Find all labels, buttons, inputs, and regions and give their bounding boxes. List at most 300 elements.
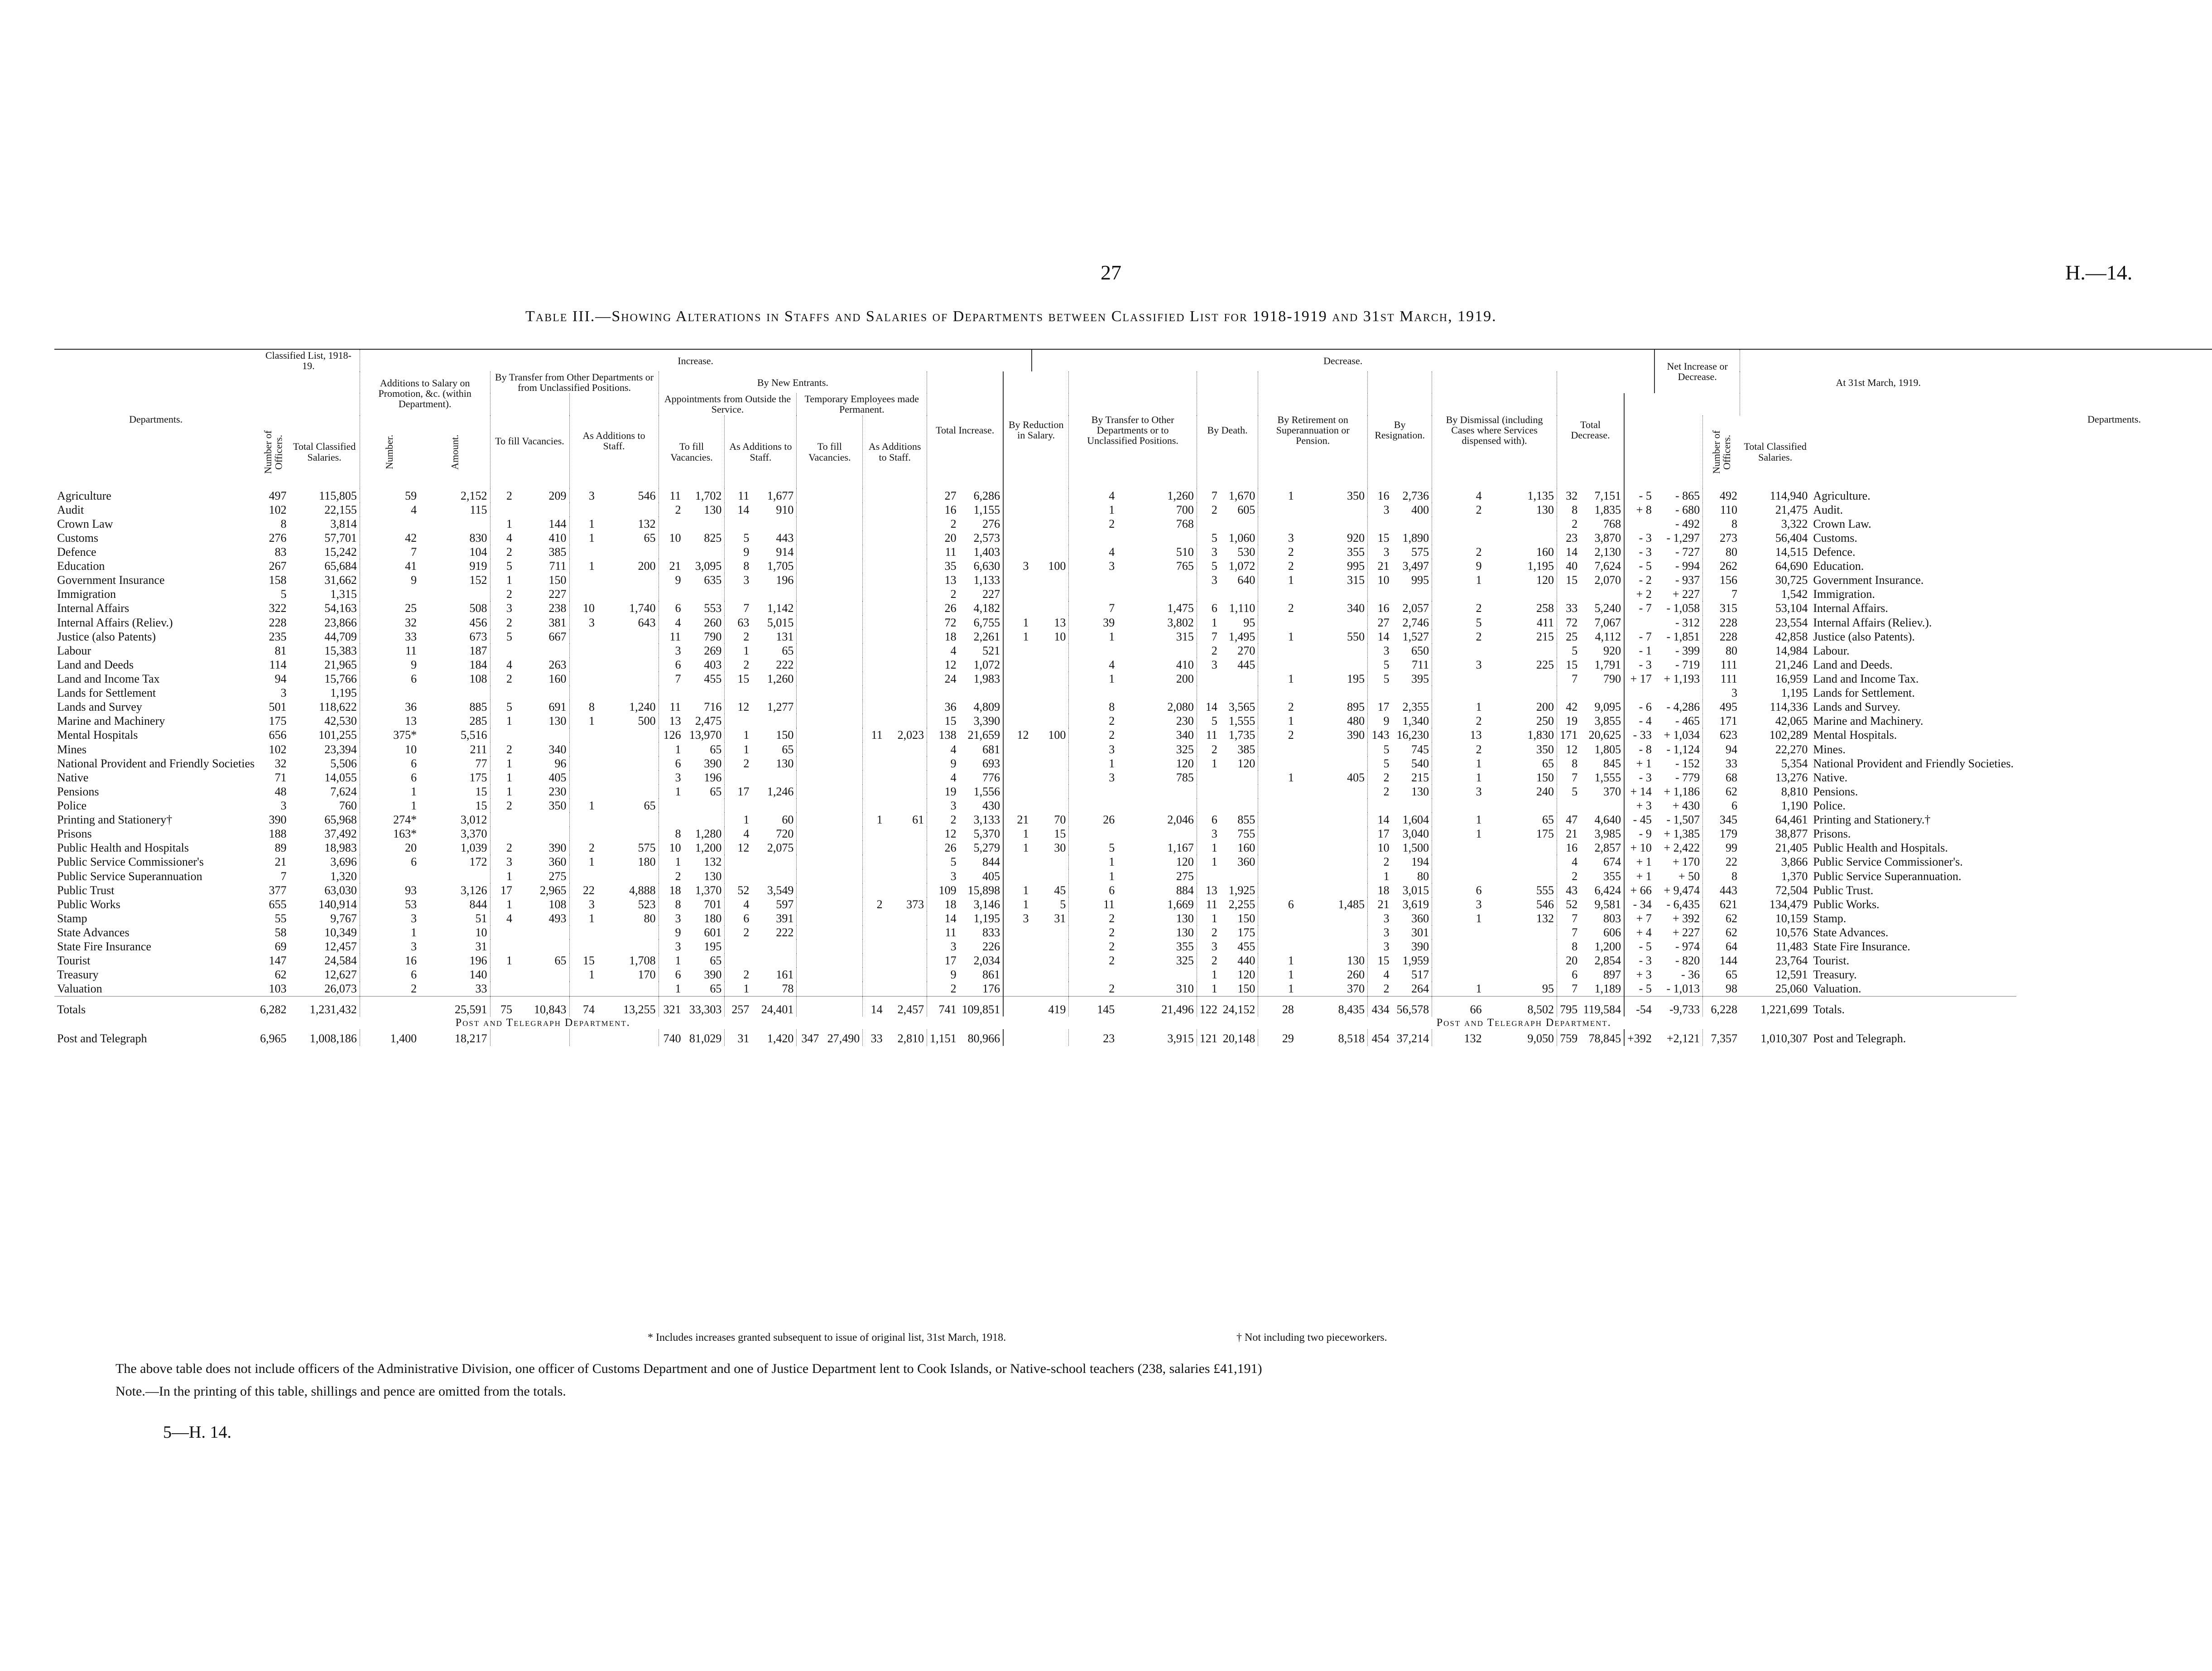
cell-red-a [1032,644,1069,658]
cell-end-n: 179 [1703,827,1740,841]
cell-promo-a: 51 [475,911,487,925]
cell-end-sal: 21,246 [1775,658,1808,671]
cell-tpa [863,883,885,897]
cell-res-a: 215 [1411,770,1429,784]
cell-tpf [797,968,822,982]
cell-aas-a [752,686,797,700]
cell-tas-a [597,827,659,841]
cell-ti-a: 227 [982,587,1000,601]
cell-ret-a [1297,742,1368,756]
cell-ret [1258,658,1297,672]
cell-promo [360,517,419,531]
cell-red [1003,531,1031,545]
cell-td-a: 1,200 [1594,940,1621,953]
cell-net: - 3 [1624,953,1654,968]
cell-tpa-a [885,616,927,630]
cell-end-sal: 1,370 [1781,869,1808,883]
cell-dept2: Immigration. [1813,587,1875,601]
cell-net: - 3 [1624,658,1654,672]
cell-ti-a: 226 [982,940,1000,953]
cell-ti-a: 176 [982,982,1000,996]
table-row [54,545,2212,559]
cell-td: 8 [1557,939,1580,953]
cell-tpf: 347 [797,1029,822,1045]
cell-ret [1258,799,1297,813]
cell-tr-a: 785 [1176,770,1194,784]
cell-afv-a: 403 [704,658,722,671]
table-row [54,785,2212,799]
cell-net-a: - 820 [1675,954,1700,968]
cell-sal: 3,814 [330,517,357,530]
cell-promo: 6 [360,756,419,770]
cell-dept2: Pensions. [1813,785,1858,798]
cell-tr-a [1117,799,1197,813]
cell-dth-a: 3,565 [1228,700,1255,714]
cell-tfv-a: 150 [548,573,567,587]
cell-td: 795 [1557,996,1580,1016]
cell-end-sal: 14,515 [1775,545,1808,559]
cell-end-sal: 14,984 [1775,644,1808,657]
cell-afv-a: 2,475 [695,714,722,728]
cell-red-a [1032,770,1069,785]
cell-dis [1432,531,1485,545]
cell-end-n: 273 [1703,531,1740,545]
cell-tfv-a: 385 [548,545,567,559]
cell-red-a: 13 [1054,616,1066,629]
cell-tfv-a: 238 [548,602,567,615]
cell-net: + 4 [1624,925,1654,939]
cell-aas: 4 [725,897,752,911]
cell-dth-a: 150 [1237,911,1255,925]
cell-tpa: 2 [863,897,885,911]
cell-tpf-a [822,601,862,615]
cell-dth: 3 [1197,939,1220,953]
cell-afv-a: 716 [704,700,722,714]
cell-dis: 3 [1432,658,1485,672]
cell-ret: 2 [1258,700,1297,714]
cell-res-a: 1,340 [1402,714,1429,728]
cell-sal: 65,684 [324,559,357,573]
cell-aas-a: 443 [776,531,794,544]
cell-tas-a [597,503,659,517]
cell-afv: 21 [659,559,683,573]
cell-dept2: Labour. [1813,644,1850,657]
cell-dis-a: 65 [1542,813,1554,827]
cell-tfv-a: 108 [548,897,567,911]
cell-dth: 5 [1197,714,1220,728]
cell-td: 4 [1557,855,1580,869]
cell-dth-a [1220,587,1258,601]
cell-net: - 1 [1624,644,1654,658]
cell-tas [569,573,597,587]
cell-tpa [863,785,885,799]
cell-red: 1 [1003,630,1031,644]
cell-td-a: 845 [1603,756,1621,770]
cell-tas: 1 [569,531,597,545]
cell-tas: 1 [569,855,597,869]
cell-red [1003,573,1031,587]
cell-afv: 3 [659,644,683,658]
cell-afv: 11 [659,630,683,644]
cell-tfv [490,968,515,982]
cell-dept: Crown Law [57,517,113,530]
cell-promo: 9 [360,658,419,672]
cell-net-a: - 152 [1675,756,1700,770]
cell-n: 81 [274,644,287,657]
cell-afv: 3 [659,770,683,785]
cell-ret: 2 [1258,601,1297,615]
cell-dept: Treasury [57,968,99,982]
cell-ret: 2 [1258,545,1297,559]
footnote-dagger: † Not including two pieceworkers. [1236,1332,1387,1344]
cell-net-a: - 492 [1675,517,1700,530]
cell-ti: 19 [927,785,959,799]
cell-promo-a: 15 [475,785,487,798]
cell-tfv [490,503,515,517]
cell-dth-a: 150 [1237,982,1255,996]
cell-ret-a [1297,799,1368,813]
cell-dis: 1 [1432,770,1485,785]
cell-afv: 7 [659,672,683,686]
cell-dis: 6 [1432,883,1485,897]
cell-res-a [1392,517,1432,531]
cell-dis: 1 [1432,756,1485,770]
cell-promo-a: 508 [469,602,487,615]
cell-dept: Agriculture [57,489,111,502]
cell-tfv [490,939,515,953]
header-total-increase: Total Increase. [927,371,1004,488]
cell-dept: National Provident and Friendly Societies [57,756,255,770]
cell-tfv: 1 [490,573,515,587]
cell-tas-a: 65 [644,531,656,544]
cell-tfv: 75 [490,996,515,1016]
cell-dth-a: 1,110 [1229,602,1255,615]
cell-dept2: State Advances. [1813,925,1889,939]
cell-aas: 31 [725,1029,752,1045]
cell-dth-a: 530 [1237,545,1255,559]
cell-afv: 6 [659,601,683,615]
cell-net: - 33 [1624,728,1654,742]
cell-sal: 1,008,186 [309,1032,357,1045]
cell-td-a: 4,112 [1595,630,1621,643]
cell-td: 15 [1557,658,1580,672]
cell-res-a: 3,015 [1402,883,1429,897]
cell-tpa [863,545,885,559]
cell-tpa-a [885,799,927,813]
cell-tpf-a [822,869,862,883]
cell-dis: 2 [1432,545,1485,559]
cell-end-sal: 64,461 [1775,813,1808,827]
cell-promo-a: 172 [469,855,487,869]
cell-td [1557,799,1580,813]
cell-ret-a [1297,911,1368,925]
cell-res: 454 [1368,1029,1392,1045]
cell-net: - 8 [1624,742,1654,756]
cell-dis: 3 [1432,897,1485,911]
cell-red-a [1032,700,1069,714]
table-row [54,587,2212,601]
cell-afv: 11 [659,700,683,714]
cell-sal: 44,709 [324,630,357,643]
cell-tpf [797,925,822,939]
cell-dth: 3 [1197,545,1220,559]
cell-tfv: 3 [490,855,515,869]
cell-tfv [490,925,515,939]
cell-dept: Customs [57,531,99,544]
cell-dis: 2 [1432,601,1485,615]
cell-net-a: - 779 [1675,770,1700,784]
cell-dept: Native [57,770,89,784]
cell-res-a: 360 [1411,911,1429,925]
cell-td: 15 [1557,573,1580,587]
cell-n: 102 [269,742,287,756]
cell-tas [569,770,597,785]
cell-red [1003,545,1031,559]
cell-tpf-a [822,756,862,770]
cell-net: - 3 [1624,531,1654,545]
cell-dth-a: 445 [1237,658,1255,671]
cell-red [1003,799,1031,813]
cell-res: 15 [1368,531,1392,545]
cell-dth [1197,785,1220,799]
cell-net: - 3 [1624,770,1654,785]
cell-promo-a: 285 [469,714,487,728]
cell-red-a: 419 [1032,996,1069,1016]
cell-dth-a: 1,925 [1228,883,1255,897]
cell-net-a: - 399 [1675,644,1700,657]
cell-tfv-a: 350 [548,799,567,812]
cell-dept: Public Service Commissioner's [57,855,204,869]
cell-dept2: Justice (also Patents). [1813,630,1915,643]
cell-ti: 26 [927,841,959,855]
cell-ti-a: 1,155 [973,503,1000,516]
cell-tpf [797,770,822,785]
cell-tfv: 5 [490,700,515,714]
cell-red-a: 5 [1060,897,1066,911]
header-resignation: By Resignation. [1368,371,1432,488]
cell-res-a: 575 [1411,545,1429,559]
cell-dis-a [1485,953,1557,968]
cell-td-a: 370 [1603,785,1621,798]
cell-dis-a: 546 [1536,897,1554,911]
cell-promo-a: 33 [475,982,487,996]
table-row [54,559,2212,573]
cell-res-a: 1,527 [1402,630,1429,643]
cell-afv [659,799,683,813]
cell-sal: 22,155 [324,503,357,516]
cell-tas: 8 [569,700,597,714]
cell-tfv: 5 [490,559,515,573]
cell-net-a: + 227 [1673,587,1700,601]
cell-afv: 6 [659,968,683,982]
cell-td: 42 [1557,700,1580,714]
table-title: Table III.—Showing Alterations in Staffs and Salaries of Departments between Classified List for 1918-1919 and 31st March, 1919. [525,308,1497,325]
cell-sal: 63,030 [324,883,357,897]
cell-ti: 3 [927,939,959,953]
cell-sal: 3,696 [330,855,357,869]
cell-dept2: Printing and Stationery.† [1813,813,1931,827]
cell-dept2: Tourist. [1813,954,1850,968]
cell-sal: 24,584 [324,954,357,968]
cell-tpa-a [885,630,927,644]
cell-dth: 1 [1197,982,1220,996]
cell-tpf [797,756,822,770]
cell-sal: 31,662 [324,573,357,587]
cell-promo-a: 3,126 [461,883,487,897]
cell-afv: 126 [659,728,683,742]
cell-promo-a: 187 [469,644,487,657]
cell-dept: Prisons [57,827,92,841]
page-signature: 5—H. 14. [163,1423,231,1442]
cell-end-n: 68 [1703,770,1740,785]
header-transfer-unclassified: By Transfer to Other Departments or to Unclassified Positions. [1069,371,1197,488]
header-increase: Increase. [360,349,1031,371]
cell-tpa-a [885,658,927,672]
cell-end-n: 443 [1703,883,1740,897]
cell-ret-a: 405 [1347,770,1365,784]
cell-dth-a: 2,255 [1228,897,1255,911]
cell-end-sal: 134,479 [1769,897,1808,911]
cell-dth-a [1220,869,1258,883]
cell-red [1003,700,1031,714]
cell-promo: 6 [360,855,419,869]
cell-net [1624,616,1654,630]
cell-tr [1069,827,1117,841]
cell-td: 7 [1557,925,1580,939]
cell-afv-a: 390 [704,756,722,770]
cell-tas-a [597,672,659,686]
cell-tpa [863,644,885,658]
cell-net: + 2 [1624,587,1654,601]
cell-tr-a: 884 [1176,883,1194,897]
cell-dis-a: 215 [1536,630,1554,643]
cell-ti-a: 6,630 [973,559,1000,573]
cell-tpa [863,827,885,841]
cell-promo-a: 211 [470,742,487,756]
cell-afv-a: 455 [704,672,722,685]
cell-aas-a: 222 [776,658,794,671]
cell-tfv: 2 [490,587,515,601]
cell-net-a: - 937 [1675,573,1700,587]
cell-res: 3 [1368,939,1392,953]
cell-tpa [863,742,885,756]
cell-tr-a: 315 [1176,630,1194,643]
cell-tfv-a: 230 [548,785,567,798]
cell-dis [1432,968,1485,982]
cell-res: 3 [1368,503,1392,517]
header-tpf: To fill Vacancies. [797,415,863,489]
cell-net: -54 [1624,996,1654,1016]
cell-dis-a [1485,517,1557,531]
cell-tpf [797,982,822,996]
cell-td: 20 [1557,953,1580,968]
cell-tas: 10 [569,601,597,615]
cell-tas-a [597,728,659,742]
totals-row [54,996,2212,1016]
cell-tpf-a [822,559,862,573]
cell-res-a: 2,057 [1402,602,1429,615]
cell-tfv-a: 209 [548,489,567,502]
cell-tpf-a [822,672,862,686]
cell-ret-a: 480 [1347,714,1365,728]
cell-ti-a: 2,034 [973,954,1000,968]
cell-afv-a: 65 [710,785,722,798]
cell-tr: 6 [1069,883,1117,897]
cell-dept: Lands for Settlement [57,686,156,700]
cell-promo: 25 [360,601,419,615]
cell-dis-a [1485,841,1557,855]
cell-dept: Tourist [57,954,91,968]
cell-net: + 8 [1624,503,1654,517]
cell-tfv [490,644,515,658]
cell-dept: Public Trust [57,883,115,897]
cell-tpf-a [822,883,862,897]
cell-tr-a: 765 [1176,559,1194,573]
cell-ti: 109 [927,883,959,897]
cell-red [1003,503,1031,517]
cell-net: - 6 [1624,700,1654,714]
cell-tpf-a [822,531,862,545]
cell-promo: 16 [360,953,419,968]
cell-dth-a: 440 [1237,954,1255,968]
cell-td-a: 2,857 [1594,841,1621,855]
cell-dis-a: 1,135 [1527,489,1554,502]
cell-td: 23 [1557,531,1580,545]
cell-ti: 11 [927,545,959,559]
cell-tfv: 2 [490,616,515,630]
cell-tas: 1 [569,559,597,573]
cell-afv-a: 81,029 [689,1032,722,1045]
cell-afv [659,813,683,827]
cell-tr-a: 510 [1176,545,1194,559]
cell-red-a [1032,503,1069,517]
cell-tr-a: 1,167 [1167,841,1194,855]
cell-red-a [1032,785,1069,799]
cell-td: 19 [1557,714,1580,728]
cell-aas-a: 24,401 [752,996,797,1016]
cell-end-sal: 11,483 [1775,940,1808,953]
cell-net-a: - 36 [1681,968,1700,982]
cell-end-n: 315 [1703,601,1740,615]
cell-tas-a: 643 [638,616,656,629]
cell-net: - 5 [1624,939,1654,953]
cell-end-sal: 1,195 [1781,686,1808,700]
cell-ti-a [959,686,1004,700]
cell-red-a [1032,939,1069,953]
cell-tfv-a [515,813,569,827]
cell-tas [569,658,597,672]
cell-dis-a: 1,195 [1527,559,1554,573]
cell-dis: 2 [1432,630,1485,644]
cell-tr: 4 [1069,658,1117,672]
cell-end-n: 623 [1703,728,1740,742]
cell-net: + 3 [1624,799,1654,813]
cell-tpf-a [822,714,862,728]
cell-tr-a: 200 [1176,672,1194,685]
cell-dis-a: 258 [1536,602,1554,615]
cell-ret-a [1297,686,1368,700]
cell-tpa-a [885,785,927,799]
cell-aas-a [752,770,797,785]
cell-afv: 6 [659,756,683,770]
cell-res [1368,799,1392,813]
cell-promo: 1,400 [360,1029,419,1045]
cell-dept: Public Works [57,897,120,911]
cell-tas [569,827,597,841]
cell-aas-a: 222 [776,925,794,939]
cell-red: 21 [1003,813,1031,827]
cell-ti: 12 [927,827,959,841]
